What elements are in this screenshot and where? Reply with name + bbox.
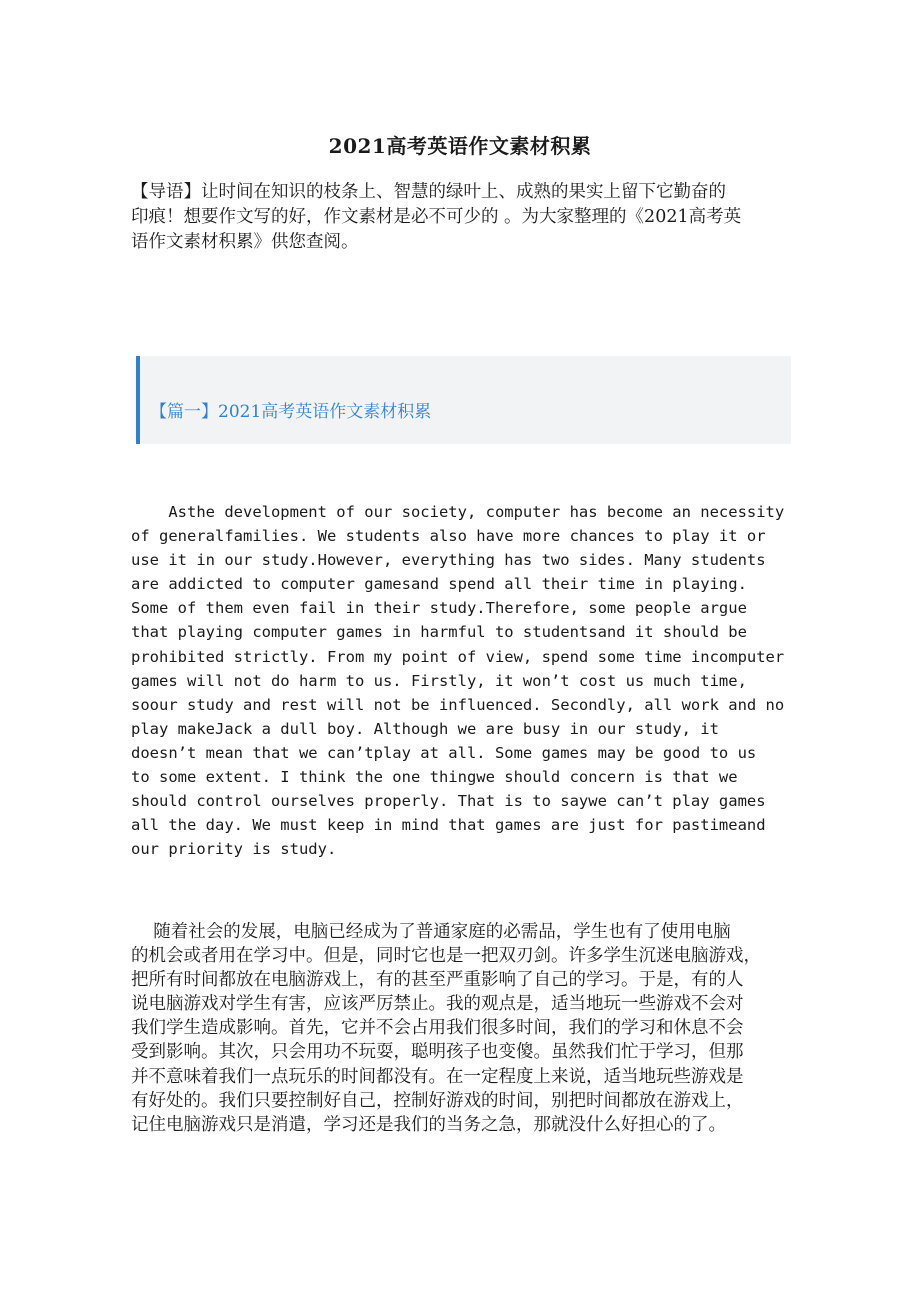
chinese-line: 受到影响。其次，只会用功不玩耍，聪明孩子也变傻。虽然我们忙于学习，但那 bbox=[131, 1042, 744, 1063]
english-line: all the day. We must keep in mind that games are just for pastimeand bbox=[131, 816, 766, 835]
chinese-line: 并不意味着我们一点玩乐的时间都没有。在一定程度上来说，适当地玩些游戏是 bbox=[131, 1066, 744, 1087]
english-line: should control ourselves properly. That is to saywe can’t play games bbox=[131, 792, 766, 811]
english-line: of generalfamilies. We students also have more chances to play it or bbox=[131, 527, 766, 546]
english-line: soour study and rest will not be influenced. Secondly, all work and no bbox=[131, 695, 785, 714]
section-heading: 【篇一】2021高考英语作文素材积累 bbox=[150, 402, 432, 422]
english-line: to some extent. I think the one thingwe should concern is that we bbox=[131, 768, 738, 787]
english-line: prohibited strictly. From my point of view, spend some time incomputer bbox=[131, 647, 785, 666]
english-line: that playing computer games in harmful to studentsand it should be bbox=[131, 623, 747, 642]
english-line: Asthe development of our society, computer has become an necessity bbox=[131, 503, 785, 521]
intro-line: 语作文素材积累》供您查阅。 bbox=[131, 232, 359, 252]
chinese-line: 记住电脑游戏只是消遣，学习还是我们的当务之急，那就没什么好担心的了。 bbox=[131, 1114, 726, 1135]
intro-line: 印痕！想要作文写的好，作文素材是必不可少的 。为大家整理的《2021高考英 bbox=[131, 207, 742, 227]
english-line: our priority is study. bbox=[131, 840, 337, 859]
english-line: play makeJack a dull boy. Although we are busy in our study, it bbox=[131, 719, 719, 738]
english-line: are addicted to computer gamesand spend all their time in playing. bbox=[131, 575, 747, 594]
english-line: use it in our study.However, everything has two sides. Many students bbox=[131, 551, 766, 570]
chinese-line: 我们学生造成影响。首先，它并不会占用我们很多时间，我们的学习和休息不会 bbox=[131, 1018, 744, 1039]
english-essay bbox=[131, 500, 791, 861]
english-line: Some of them even fail in their study.Therefore, some people argue bbox=[131, 599, 747, 618]
chinese-line: 有好处的。我们只要控制好自己，控制好游戏的时间，别把时间都放在游戏上， bbox=[131, 1090, 744, 1111]
chinese-line: 的机会或者用在学习中。但是，同时它也是一把双刃剑。许多学生沉迷电脑游戏， bbox=[131, 946, 761, 967]
intro-line: 【导语】让时间在知识的枝条上、智慧的绿叶上、成熟的果实上留下它勤奋的 bbox=[131, 182, 726, 202]
intro-paragraph bbox=[131, 180, 789, 255]
english-line: doesn’t mean that we can’tplay at all. Some games may be good to us bbox=[131, 743, 757, 762]
chinese-line: 说电脑游戏对学生有害，应该严厉禁止。我的观点是，适当地玩一些游戏不会对 bbox=[131, 994, 744, 1015]
section-banner bbox=[136, 356, 791, 444]
page-title: 2021高考英语作文素材积累 bbox=[328, 134, 592, 158]
english-line: games will not do harm to us. Firstly, it won’t cost us much time, bbox=[131, 671, 747, 690]
chinese-line: 把所有时间都放在电脑游戏上，有的甚至严重影响了自己的学习。于是，有的人 bbox=[131, 970, 744, 991]
chinese-essay bbox=[131, 920, 791, 1137]
chinese-line: 随着社会的发展，电脑已经成为了普通家庭的必需品，学生也有了使用电脑 bbox=[131, 922, 731, 942]
